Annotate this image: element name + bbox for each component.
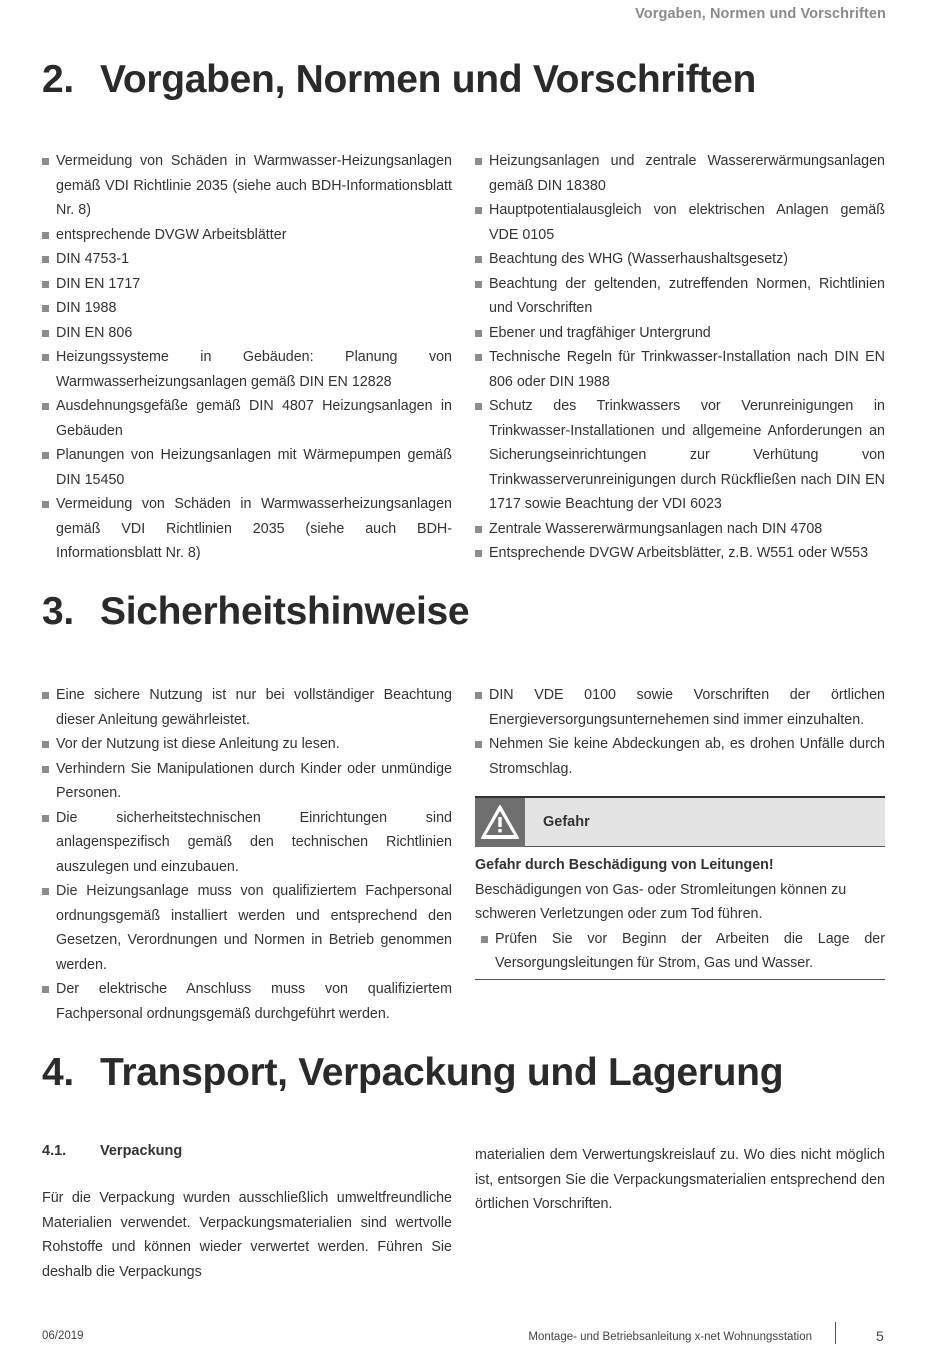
list-item: Entsprechende DVGW Arbeitsblätter, z.B. W551 oder W553 [475,541,885,566]
list-item: DIN VDE 0100 sowie Vorschriften der örtlichen Energieversorgungsunternehemen sind immer einzuhalten. [475,683,885,732]
list-item: Heizungssysteme in Gebäuden: Planung von Warmwasserheizungsanlagen gemäß DIN EN 12828 [42,345,452,394]
section-2-left-column [42,149,452,566]
bullet-list [42,149,452,566]
running-header: Vorgaben, Normen und Vorschriften [635,6,886,22]
list-item: Hauptpotentialausgleich von elektrischen Anlagen gemäß VDE 0105 [475,198,885,247]
list-item: DIN 1988 [42,296,452,321]
list-item: Ebener und tragfähiger Untergrund [475,321,885,346]
section-2-heading [42,58,756,102]
section-2-right-column [475,149,885,566]
list-item: Nehmen Sie keine Abdeckungen ab, es drohen Unfälle durch Stromschlag. [475,732,885,781]
section-3-heading [42,590,469,634]
list-item: Prüfen Sie vor Beginn der Arbeiten die Lage der Versorgungsleitungen für Strom, Gas und Wasser. [481,927,885,976]
section-3-left-column [42,683,452,1026]
list-item: Beachtung der geltenden, zutreffenden Normen, Richtlinien und Vorschriften [475,272,885,321]
danger-title: Gefahr durch Beschädigung von Leitungen! [475,857,774,873]
list-item: Verhindern Sie Manipulationen durch Kinder oder unmündige Personen. [42,757,452,806]
list-item: DIN EN 806 [42,321,452,346]
list-item: Vermeidung von Schäden in Warmwasserheizungsanlagen gemäß VDI Richtlinien 2035 (siehe auch BDH-Informationsblatt Nr. 8) [42,492,452,566]
list-item: Beachtung des WHG (Wasserhaushaltsgesetz) [475,247,885,272]
danger-notice-body [475,847,885,980]
danger-text: Beschädigungen von Gas- oder Stromleitungen können zu schweren Verletzungen oder zum Tod führen. [475,881,847,922]
subsection-title: Verpackung [100,1143,183,1159]
danger-notice-header [475,796,885,847]
bullet-list [42,683,452,1026]
list-item: DIN EN 1717 [42,272,452,297]
list-item: Zentrale Wassererwärmungsanlagen nach DIN 4708 [475,517,885,542]
section-number: 3. [42,590,74,633]
section-3-right-column [475,683,885,781]
footer-document-title: Montage- und Betriebsanleitung x-net Wohnungsstation [528,1331,812,1343]
list-item: Ausdehnungsgefäße gemäß DIN 4807 Heizungsanlagen in Gebäuden [42,394,452,443]
section-number: 4. [42,1051,74,1094]
list-item: entsprechende DVGW Arbeitsblätter [42,223,452,248]
bullet-list [475,927,885,976]
paragraph-right: materialien dem Verwertungskreislauf zu. Wo dies nicht möglich ist, entsorgen Sie die Verpackungsmaterialien entsprechend den örtlichen Vorschriften. [475,1147,885,1212]
paragraph-left: Für die Verpackung wurden ausschließlich umweltfreundliche Materialien verwendet. Verpackungsmaterialien sind wertvolle Rohstoffe und können wieder verwertet werden. Führen Sie deshalb die Verpackungs [42,1190,452,1280]
section-title: Transport, Verpackung und Lagerung [100,1051,784,1094]
list-item: Technische Regeln für Trinkwasser-Installation nach DIN EN 806 oder DIN 1988 [475,345,885,394]
list-item: Vermeidung von Schäden in Warmwasser-Heizungsanlagen gemäß VDI Richtlinie 2035 (siehe auch BDH-Informationsblatt Nr. 8) [42,149,452,223]
section-number: 2. [42,58,74,101]
list-item: Vor der Nutzung ist diese Anleitung zu lesen. [42,732,452,757]
danger-label: Gefahr [543,814,590,830]
page-number: 5 [876,1328,884,1344]
subsection-number: 4.1. [42,1143,67,1159]
list-item: Der elektrische Anschluss muss von qualifiziertem Fachpersonal ordnungsgemäß durchgeführt werden. [42,977,452,1026]
footer-divider [835,1322,836,1344]
list-item: Die sicherheitstechnischen Einrichtungen sind anlagenspezifisch gemäß den technischen Richtlinien auszulegen und einzubauen. [42,806,452,880]
subsection-heading [42,1143,182,1159]
list-item: Schutz des Trinkwassers vor Verunreinigungen in Trinkwasser-Installationen und allgemeine Anforderungen an Sicherungseinrichtungen zur Verhütung von Trinkwasserverunreinigungen durch Rückfließen nach DIN EN 1717 sowie Beachtung der VDI 6023 [475,394,885,517]
list-item: Heizungsanlagen und zentrale Wassererwärmungsanlagen gemäß DIN 18380 [475,149,885,198]
list-item: Die Heizungsanlage muss von qualifiziertem Fachpersonal ordnungsgemäß installiert werden und entsprechend den Gesetzen, Verordnungen und Normen in Betrieb genommen werden. [42,879,452,977]
list-item: Planungen von Heizungsanlagen mit Wärmepumpen gemäß DIN 15450 [42,443,452,492]
list-item: Eine sichere Nutzung ist nur bei vollständiger Beachtung dieser Anleitung gewährleistet. [42,683,452,732]
bullet-list [475,683,885,781]
bullet-list [475,149,885,566]
section-title: Vorgaben, Normen und Vorschriften [100,58,757,101]
danger-notice [475,796,885,980]
section-4-heading [42,1051,783,1095]
warning-triangle-icon [475,798,525,847]
list-item: DIN 4753-1 [42,247,452,272]
section-title: Sicherheitshinweise [100,590,470,633]
footer-date: 06/2019 [42,1330,84,1342]
